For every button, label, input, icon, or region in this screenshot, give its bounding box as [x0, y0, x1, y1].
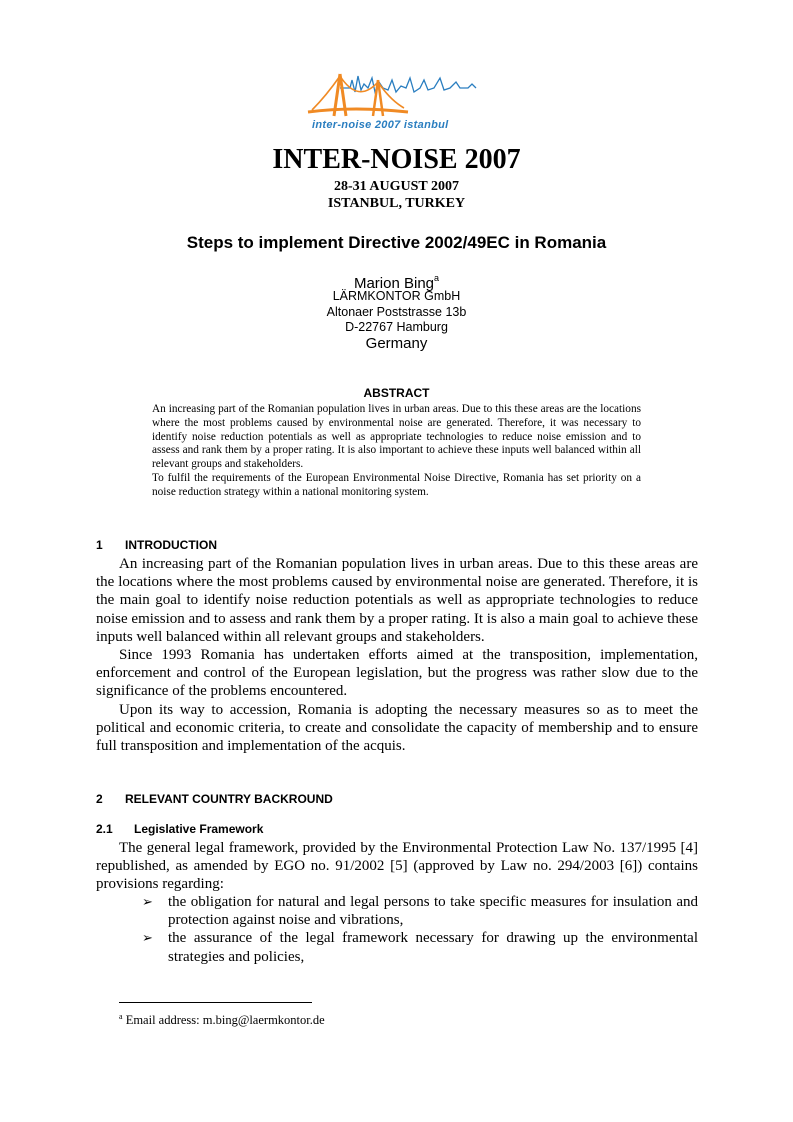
- author-footnote-marker: a: [434, 273, 440, 283]
- footnote-text: Email address: m.bing@laermkontor.de: [125, 1013, 325, 1027]
- footnote-rule: [119, 1002, 312, 1003]
- section-2-1-body: [96, 839, 698, 894]
- list-item: [96, 929, 698, 965]
- abstract-heading: ABSTRACT: [363, 386, 430, 400]
- affiliation-city: D-22767 Hamburg: [345, 320, 448, 334]
- section-1-body: [96, 555, 698, 755]
- affiliation-street: Altonaer Poststrasse 13b: [326, 304, 467, 319]
- abstract-paragraph: To fulfil the requirements of the European Environmental Noise Directive, Romania has set priority on a noise reduction strategy within a national monitoring system.: [152, 471, 641, 498]
- footnote: [119, 1012, 325, 1028]
- section-number: 1: [96, 538, 103, 552]
- list-item: [96, 893, 698, 929]
- body-paragraph: Upon its way to accession, Romania is adopting the necessary measures so as to meet the political and economic criteria, to create and consolidate the capacity of membership and to ensure full transposition and implementation of the acquis.: [96, 701, 698, 755]
- section-1-heading: [96, 538, 217, 552]
- affiliation-org: LÄRMKONTOR GmbH: [332, 289, 461, 303]
- section-title: RELEVANT COUNTRY BACKROUND: [125, 792, 333, 806]
- logo-text: inter-noise 2007 istanbul: [312, 119, 449, 131]
- conference-place: ISTANBUL, TURKEY: [327, 196, 466, 211]
- footnote-marker: a: [119, 1012, 123, 1021]
- arrow-bullet-icon: ➢: [142, 930, 153, 946]
- paper-title: Steps to implement Directive 2002/49EC in Romania: [186, 233, 607, 252]
- body-paragraph: An increasing part of the Romanian population lives in urban areas. Due to this these areas are the locations where the most problems caused by environmental noise are generated. Therefore, it is the main goal to identify noise reduction potentials as well as appropriate technologies to reduce noise emission and to assess and rank them by a proper rating. It is also a main goal to achieve these inputs well balanced within all relevant groups and stakeholders.: [96, 556, 698, 645]
- body-paragraph: Since 1993 Romania has undertaken efforts aimed at the transposition, implementation, enforcement and control of the European legislation, but the progress was rather slow due to the significance of the problems encountered.: [96, 647, 698, 700]
- affiliation-country: Germany: [365, 335, 428, 352]
- list-item-text: the assurance of the legal framework necessary for drawing up the environmental strategies and policies,: [168, 930, 698, 965]
- conference-date: 28-31 AUGUST 2007: [334, 179, 459, 194]
- conference-title: INTER-NOISE 2007: [272, 144, 521, 175]
- arrow-bullet-icon: ➢: [142, 894, 153, 909]
- section-number: 2: [96, 792, 103, 806]
- section-title: Legislative Framework: [134, 822, 264, 836]
- section-title: INTRODUCTION: [125, 538, 217, 552]
- abstract-body: [152, 403, 641, 500]
- abstract-paragraph: An increasing part of the Romanian population lives in urban areas. Due to this these areas are the locations where the most problems caused by environmental noise are generated. Therefore, it was necessary to identify noise reduction potentials as well as appropriate technologies to reduce noise emission and to assess and rank them by a proper rating. It is also important to achieve these inputs well balanced within all relevant groups and stakeholders.: [152, 403, 641, 471]
- section-number: 2.1: [96, 822, 113, 836]
- section-2-1-heading: [96, 822, 263, 836]
- author-name-text: Marion Bing: [353, 275, 435, 292]
- list-item-text: the obligation for natural and legal persons to take specific measures for insulation and protection against noise and vibrations,: [168, 894, 698, 929]
- bullet-list: [96, 893, 698, 966]
- body-paragraph: The general legal framework, provided by the Environmental Protection Law No. 137/1995 [4] republished, as amended by EGO no. 91/2002 [5] (approved by Law no. 294/2003 [6]) contains provisions regarding:: [96, 840, 698, 893]
- section-2-heading: [96, 792, 333, 806]
